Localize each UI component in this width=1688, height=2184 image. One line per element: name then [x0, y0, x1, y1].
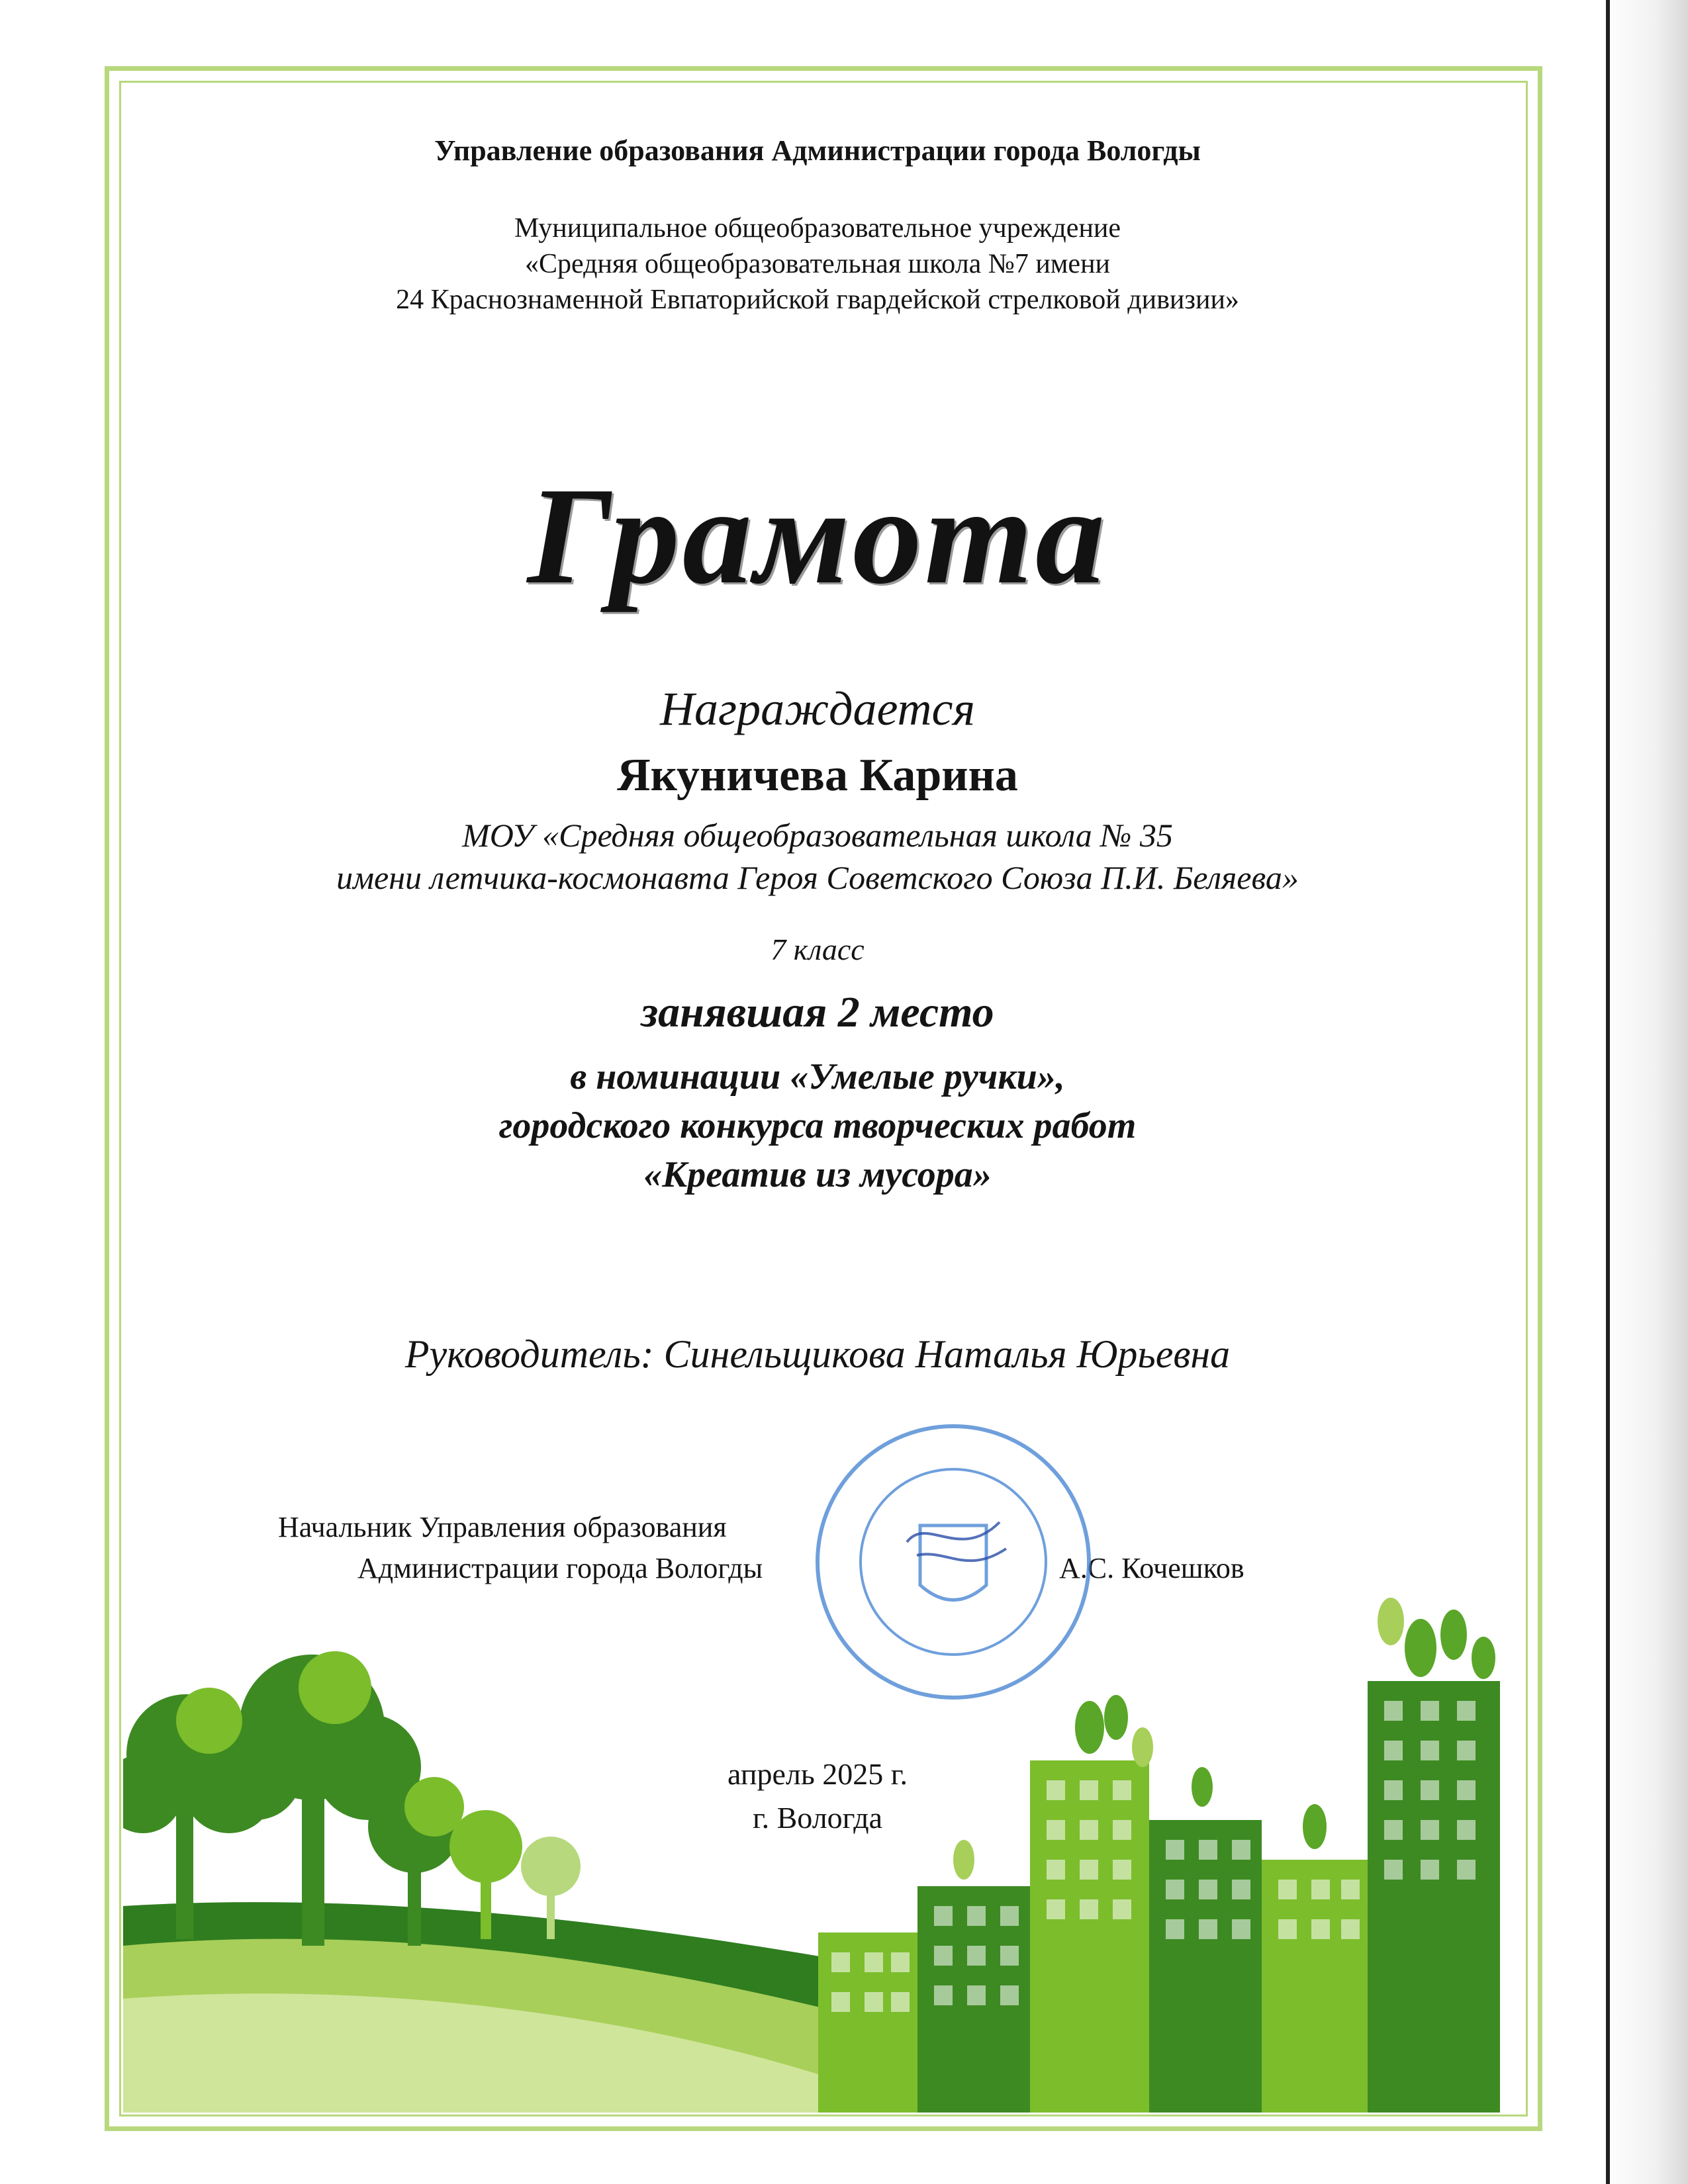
- department-header: Управление образования Администрации города Вологды: [434, 134, 1201, 167]
- school-line: МОУ «Средняя общеобразовательная школа № 35: [462, 817, 1173, 854]
- recipient-grade: 7 класс: [771, 933, 865, 966]
- recipient-name: Якуничева Карина: [617, 750, 1018, 801]
- institution-line: 24 Краснознаменной Евпаторийской гвардейской стрелковой дивизии»: [396, 285, 1239, 315]
- issue-date-block: [0, 1752, 1635, 1840]
- signatory-position-line1: Начальник Управления образования: [278, 1511, 727, 1543]
- awarded-label: Награждается: [660, 682, 975, 735]
- issue-city: г. Вологда: [752, 1801, 883, 1835]
- award-place: занявшая 2 место: [641, 988, 994, 1036]
- nomination-line: городского конкурса творческих работ: [498, 1105, 1137, 1146]
- official-stamp-seal: [808, 1416, 1099, 1707]
- nomination-line: в номинации «Умелые ручки»,: [570, 1056, 1065, 1097]
- certificate-title: Грамота: [527, 459, 1108, 613]
- issue-date: апрель 2025 г.: [727, 1757, 908, 1791]
- award-nomination: [0, 1052, 1635, 1199]
- signatory-name: А.С. Кочешков: [1059, 1552, 1244, 1584]
- project-leader: Руководитель: Синельщикова Наталья Юрьевна: [404, 1332, 1231, 1376]
- school-line: имени летчика-космонавта Героя Советского Союза П.И. Беляева»: [336, 859, 1299, 896]
- institution-line: «Средняя общеобразовательная школа №7 имени: [524, 249, 1111, 279]
- recipient-school: [0, 814, 1635, 899]
- nomination-line: «Креатив из мусора»: [643, 1154, 992, 1195]
- signatory-position-line2: Администрации города Вологды: [357, 1552, 763, 1584]
- institution-header: [0, 210, 1635, 318]
- institution-line: Муниципальное общеобразовательное учреждение: [514, 213, 1121, 244]
